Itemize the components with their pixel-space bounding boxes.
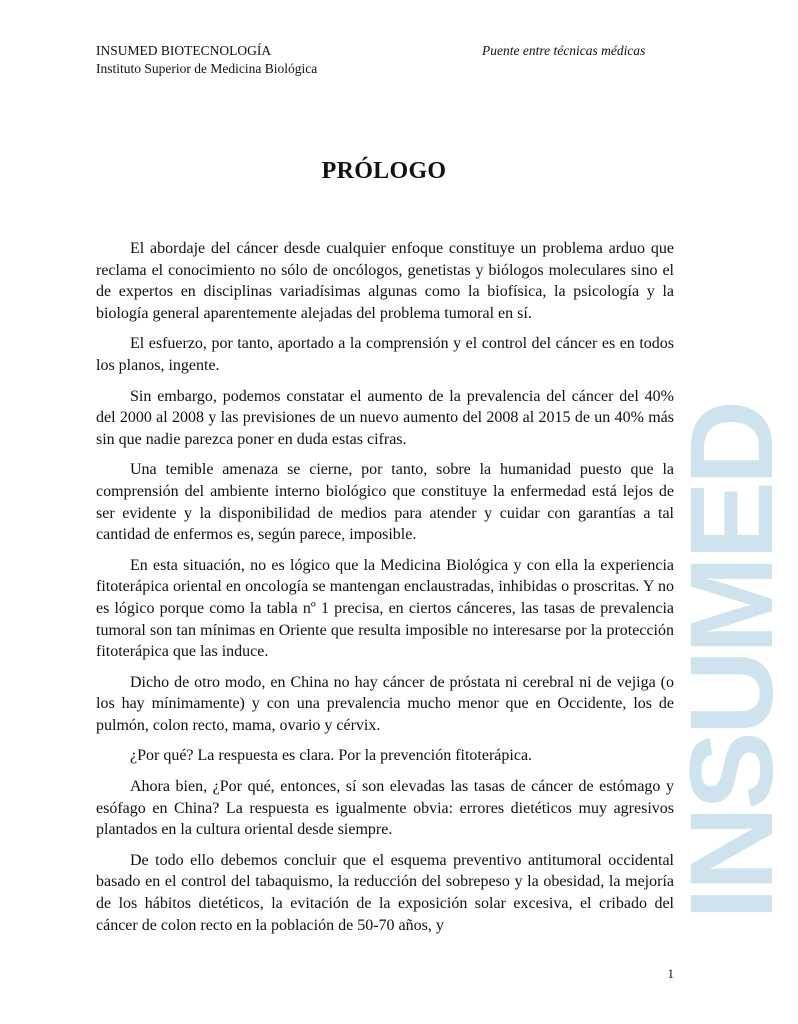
watermark-text: INSUMED bbox=[666, 403, 798, 920]
paragraph: Ahora bien, ¿Por qué, entonces, sí son elevadas las tasas de cáncer de estómago y esófago en China? La respuesta es igualmente obvia: errores dietéticos muy agresivos plantados en la cultura oriental desde siempre. bbox=[96, 778, 674, 839]
watermark bbox=[666, 190, 798, 930]
header-tagline: Puente entre técnicas médicas bbox=[482, 43, 646, 58]
page-title: PRÓLOGO bbox=[321, 158, 447, 184]
body-text bbox=[96, 238, 674, 945]
paragraph: El abordaje del cáncer desde cualquier enfoque constituye un problema arduo que reclama el conocimiento no sólo de oncólogos, genetistas y biólogos moleculares sino el de expertos en disciplinas variadísimas algunas como la biofísica, la psicología y la biología general aparentemente alejadas del problema tumoral en sí. bbox=[96, 240, 674, 322]
paragraph: Sin embargo, podemos constatar el aumento de la prevalencia del cáncer del 40% del 2000 al 2008 y las previsiones de un nuevo aumento del 2008 al 2015 de un 40% más sin que nadie parezca poner en duda estas cifras. bbox=[96, 387, 674, 448]
header-institute: Instituto Superior de Medicina Biológica bbox=[96, 61, 318, 76]
page-number: 1 bbox=[667, 966, 674, 981]
paragraph: El esfuerzo, por tanto, aportado a la comprensión y el control del cáncer es en todos los planos, ingente. bbox=[96, 335, 674, 374]
paragraph: ¿Por qué? La respuesta es clara. Por la prevención fitoterápica. bbox=[130, 747, 533, 765]
paragraph: Dicho de otro modo, en China no hay cáncer de próstata ni cerebral ni de vejiga (o los hay mínimamente) y con una prevalencia mucho menor que en Occidente, los de pulmón, colon recto, mama, ovario y cérvix. bbox=[96, 673, 674, 734]
paragraph: Una temible amenaza se cierne, por tanto, sobre la humanidad puesto que la comprensión del ambiente interno biológico que constituye la enfermedad está lejos de ser evidente y la disponibilidad de medios para atender y cuidar con garantías a tal cantidad de enfermos es, según parece, imposible. bbox=[96, 461, 674, 544]
paragraph: En esta situación, no es lógico que la Medicina Biológica y con ella la experiencia fitoterápica oriental en oncología se mantengan enclaustradas, inhibidas o proscritas. Y no es lógico porque como la tabla nº 1 precisa, en ciertos cánceres, las tasas de prevalencia tumoral son tan mínimas en Oriente que resulta imposible no interesarse por la protección fitoterápica que las induce. bbox=[96, 556, 674, 661]
header-org-name: INSUMED BIOTECNOLOGÍA bbox=[96, 43, 272, 58]
header-left bbox=[96, 42, 317, 78]
paragraph: De todo ello debemos concluir que el esquema preventivo antitumoral occidental basado en el control del tabaquismo, la reducción del sobrepeso y la obesidad, la mejoría de los hábitos dietéticos, la evitación de la exposición solar excesiva, el cribado del cáncer de colon recto en la población de 50-70 años, y bbox=[96, 851, 674, 934]
